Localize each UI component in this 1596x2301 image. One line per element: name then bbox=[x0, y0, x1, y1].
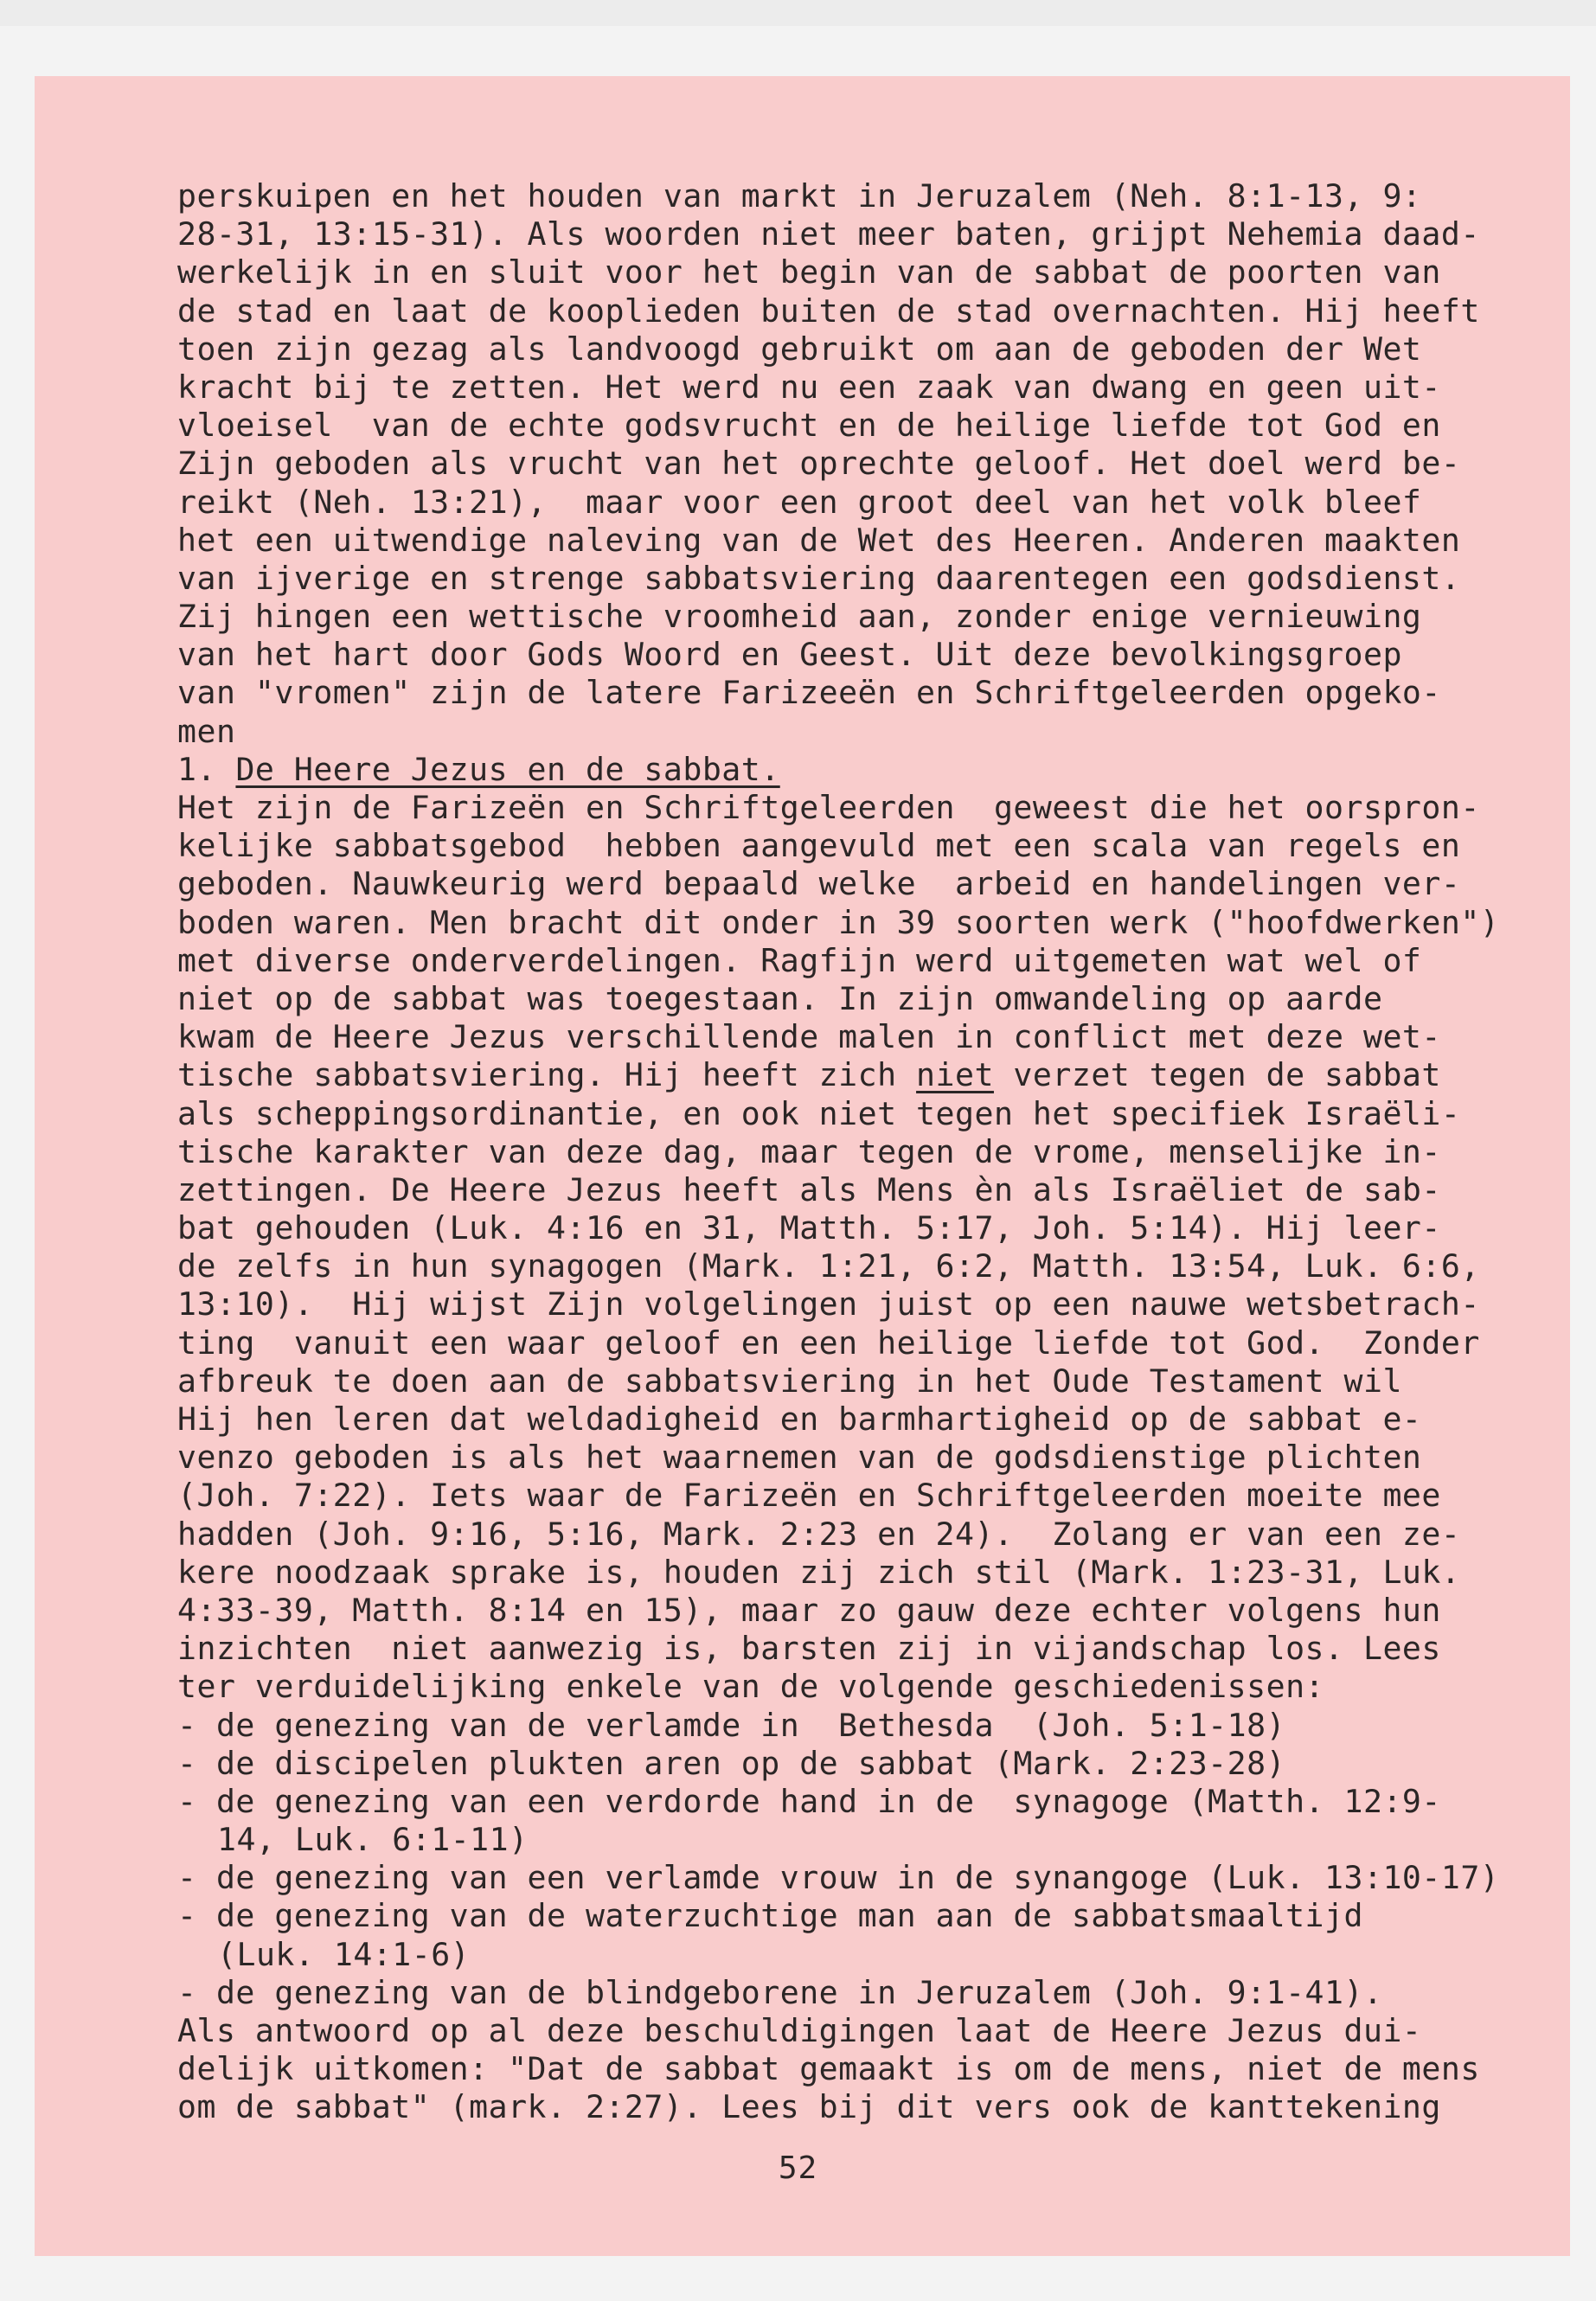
text-line: hadden (Joh. 9:16, 5:16, Mark. 2:23 en 24). Zolang er van een ze- bbox=[177, 1515, 1461, 1553]
text-line: Hij hen leren dat weldadigheid en barmhartigheid op de sabbat e- bbox=[177, 1400, 1422, 1438]
text-line: ting vanuit een waar geloof en een heilige liefde tot God. Zonder bbox=[177, 1324, 1480, 1362]
text-line: niet op de sabbat was toegestaan. In zijn omwandeling op aarde bbox=[177, 979, 1383, 1017]
text-line: van ijverige en strenge sabbatsviering daarentegen een godsdienst. bbox=[177, 559, 1461, 597]
text-line: van het hart door Gods Woord en Geest. Uit deze bevolkingsgroep bbox=[177, 636, 1402, 674]
list-item: 14, Luk. 6:1-11) bbox=[217, 1821, 529, 1859]
text-line: delijk uitkomen: "Dat de sabbat gemaakt is om de mens, niet de mens bbox=[177, 2050, 1480, 2088]
text-line: vloeisel van de echte godsvrucht en de heilige liefde tot God en bbox=[177, 407, 1441, 445]
page-number: 52 bbox=[778, 2150, 818, 2186]
text-line: men bbox=[177, 712, 236, 750]
text-fragment: tische sabbatsviering. Hij heeft zich bbox=[177, 1056, 917, 1094]
text-line: 28-31, 13:15-31). Als woorden niet meer baten, grijpt Nehemia daad- bbox=[177, 215, 1480, 253]
text-line: kracht bij te zetten. Het werd nu een zaak van dwang en geen uit- bbox=[177, 368, 1441, 406]
text-line: Zij hingen een wettische vroomheid aan, zonder enige vernieuwing bbox=[177, 598, 1422, 636]
text-line: het een uitwendige naleving van de Wet des Heeren. Anderen maakten bbox=[177, 521, 1461, 559]
list-item: - de genezing van een verdorde hand in de synagoge (Matth. 12:9- bbox=[177, 1782, 1441, 1820]
text-line: 13:10). Hij wijst Zijn volgelingen juist op een nauwe wetsbetrach- bbox=[177, 1285, 1480, 1324]
body-text bbox=[177, 177, 1527, 2127]
text-line: (Joh. 7:22). Iets waar de Farizeën en Schriftgeleerden moeite mee bbox=[177, 1477, 1441, 1515]
text-line: kwam de Heere Jezus verschillende malen in conflict met deze wet- bbox=[177, 1018, 1441, 1056]
text-line: met diverse onderverdelingen. Ragfijn werd uitgemeten wat wel of bbox=[177, 941, 1422, 979]
text-line: Het zijn de Farizeën en Schriftgeleerden geweest die het oorspron- bbox=[177, 789, 1480, 826]
text-line: boden waren. Men bracht dit onder in 39 soorten werk ("hoofdwerken") bbox=[177, 903, 1500, 941]
text-line: reikt (Neh. 13:21), maar voor een groot deel van het volk bleef bbox=[177, 483, 1422, 521]
text-line: perskuipen en het houden van markt in Jeruzalem (Neh. 8:1-13, 9: bbox=[177, 177, 1422, 215]
list-item: - de genezing van de waterzuchtige man aan de sabbatsmaaltijd bbox=[177, 1897, 1363, 1935]
text-line: toen zijn gezag als landvoogd gebruikt om aan de geboden der Wet bbox=[177, 330, 1422, 368]
text-line: ter verduidelijking enkele van de volgende geschiedenissen: bbox=[177, 1668, 1325, 1706]
text-line: tische karakter van deze dag, maar tegen de vrome, menselijke in- bbox=[177, 1132, 1441, 1170]
list-item: - de genezing van de blindgeborene in Jeruzalem (Joh. 9:1-41). bbox=[177, 1973, 1383, 2011]
text-line: zettingen. De Heere Jezus heeft als Mens èn als Israëliet de sab- bbox=[177, 1170, 1441, 1208]
text-line: geboden. Nauwkeurig werd bepaald welke arbeid en handelingen ver- bbox=[177, 865, 1461, 903]
text-line: bat gehouden (Luk. 4:16 en 31, Matth. 5:17, Joh. 5:14). Hij leer- bbox=[177, 1209, 1441, 1247]
list-item: - de discipelen plukten aren op de sabbat (Mark. 2:23-28) bbox=[177, 1744, 1286, 1782]
section-heading bbox=[177, 751, 1527, 789]
text-line: 4:33-39, Matth. 8:14 en 15), maar zo gauw deze echter volgens hun bbox=[177, 1591, 1441, 1629]
text-line: venzo geboden is als het waarnemen van de godsdienstige plichten bbox=[177, 1439, 1422, 1477]
list-item: (Luk. 14:1-6) bbox=[217, 1935, 471, 1973]
text-fragment: verzet tegen de sabbat bbox=[993, 1056, 1441, 1094]
text-line bbox=[177, 1056, 1527, 1094]
text-line: de zelfs in hun synagogen (Mark. 1:21, 6:2, Matth. 13:54, Luk. 6:6, bbox=[177, 1247, 1480, 1285]
list-item: - de genezing van een verlamde vrouw in de synangoge (Luk. 13:10-17) bbox=[177, 1859, 1500, 1897]
emphasis-underlined: niet bbox=[916, 1056, 994, 1094]
text-line: Als antwoord op al deze beschuldigingen laat de Heere Jezus dui- bbox=[177, 2012, 1422, 2049]
text-line: als scheppingsordinantie, en ook niet tegen het specifiek Israëli- bbox=[177, 1094, 1461, 1132]
text-line: werkelijk in en sluit voor het begin van de sabbat de poorten van bbox=[177, 253, 1441, 292]
text-line: de stad en laat de kooplieden buiten de stad overnachten. Hij heeft bbox=[177, 292, 1480, 330]
text-line: inzichten niet aanwezig is, barsten zij in vijandschap los. Lees bbox=[177, 1630, 1441, 1668]
section-title: De Heere Jezus en de sabbat. bbox=[235, 750, 780, 788]
text-line: van "vromen" zijn de latere Farizeeën en Schriftgeleerden opgeko- bbox=[177, 674, 1441, 712]
section-number: 1. bbox=[177, 750, 216, 788]
list-item: - de genezing van de verlamde in Bethesda (Joh. 5:1-18) bbox=[177, 1706, 1286, 1744]
text-line: kelijke sabbatsgebod hebben aangevuld met een scala van regels en bbox=[177, 827, 1461, 865]
text-line: kere noodzaak sprake is, houden zij zich stil (Mark. 1:23-31, Luk. bbox=[177, 1553, 1461, 1591]
text-line: afbreuk te doen aan de sabbatsviering in het Oude Testament wil bbox=[177, 1362, 1402, 1400]
text-line: om de sabbat" (mark. 2:27). Lees bij dit vers ook de kanttekening bbox=[177, 2088, 1441, 2126]
text-line: Zijn geboden als vrucht van het oprechte geloof. Het doel werd be- bbox=[177, 445, 1461, 483]
